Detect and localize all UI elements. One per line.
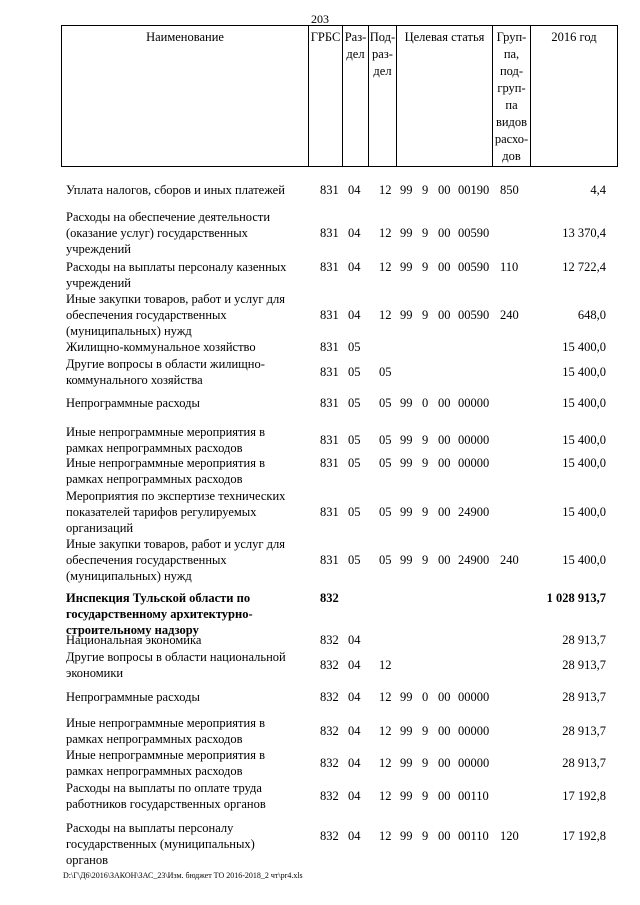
row-t3: 00 — [438, 308, 451, 322]
row-t4: 00000 — [458, 724, 490, 738]
row-name: Расходы на обеспечение деятельности (оказание услуг) государственных учреждений — [66, 210, 271, 256]
row-t3: 00 — [438, 396, 451, 410]
row-t1: 99 — [400, 553, 413, 567]
row-name: Иные непрограммные мероприятия в рамках непрограммных расходов — [66, 425, 265, 455]
row-t4: 00000 — [458, 456, 490, 470]
row-t2: 0 — [422, 690, 429, 704]
row-name: Расходы на выплаты персоналу казенных учреждений — [66, 260, 287, 290]
row-sum: 15 400,0 — [562, 456, 606, 470]
row-sum: 15 400,0 — [562, 553, 606, 567]
row-r: 05 — [348, 433, 361, 447]
row-name: Инспекция Тульской области по государственному архитектурно-строительному надзору — [66, 591, 253, 637]
row-t3: 00 — [438, 724, 451, 738]
header-year: 2016 год — [551, 30, 597, 44]
row-r: 05 — [348, 505, 361, 519]
row-grbs: 831 — [320, 396, 339, 410]
row-grbs: 832 — [320, 690, 339, 704]
row-r: 04 — [348, 183, 361, 197]
row-t2: 9 — [422, 183, 429, 197]
row-t2: 9 — [422, 456, 429, 470]
row-t2: 9 — [422, 433, 429, 447]
row-r: 05 — [348, 365, 361, 379]
row-t2: 9 — [422, 260, 429, 274]
row-t2: 0 — [422, 396, 429, 410]
row-grbs: 831 — [320, 340, 339, 354]
row-r: 05 — [348, 340, 361, 354]
row-grbs: 832 — [320, 756, 339, 770]
row-t1: 99 — [400, 226, 413, 240]
table-header — [61, 25, 618, 167]
row-pr: 12 — [379, 260, 392, 274]
row-t4: 00000 — [458, 756, 490, 770]
row-t3: 00 — [438, 789, 451, 803]
row-t4: 00000 — [458, 396, 490, 410]
row-r: 04 — [348, 658, 361, 672]
row-t2: 9 — [422, 829, 429, 843]
row-t3: 00 — [438, 226, 451, 240]
row-vr: 850 — [500, 183, 519, 197]
row-sum: 17 192,8 — [562, 829, 606, 843]
row-t1: 99 — [400, 724, 413, 738]
row-r: 04 — [348, 829, 361, 843]
row-t4: 00110 — [458, 829, 489, 843]
row-t4: 00000 — [458, 433, 490, 447]
row-r: 04 — [348, 690, 361, 704]
row-grbs: 831 — [320, 456, 339, 470]
header-razdel: Раз- дел — [343, 26, 369, 166]
row-vr: 240 — [500, 308, 519, 322]
row-name: Национальная экономика — [66, 633, 202, 647]
row-sum: 28 913,7 — [562, 633, 606, 647]
row-grbs: 831 — [320, 183, 339, 197]
row-r: 04 — [348, 756, 361, 770]
row-sum: 12 722,4 — [562, 260, 606, 274]
row-name: Иные непрограммные мероприятия в рамках непрограммных расходов — [66, 456, 265, 486]
file-path-footer: D:\Г\Д6\2016\ЗАКОН\ЗАС_23\Изм. бюджет ТО 2016-2018_2 чт\pr4.xls — [63, 871, 303, 880]
row-grbs: 832 — [320, 633, 339, 647]
header-podrazdel: Под- раз- дел — [369, 26, 397, 166]
row-r: 04 — [348, 724, 361, 738]
row-grbs: 831 — [320, 308, 339, 322]
row-pr: 05 — [379, 396, 392, 410]
row-name: Другие вопросы в области национальной экономики — [66, 650, 286, 680]
row-t2: 9 — [422, 226, 429, 240]
row-pr: 05 — [379, 433, 392, 447]
row-name: Иные непрограммные мероприятия в рамках непрограммных расходов — [66, 716, 265, 746]
row-sum: 28 913,7 — [562, 724, 606, 738]
row-t3: 00 — [438, 260, 451, 274]
row-grbs: 831 — [320, 433, 339, 447]
row-vr: 110 — [500, 260, 519, 274]
row-t3: 00 — [438, 183, 451, 197]
page-number: 203 — [311, 12, 329, 26]
header-target: Целевая статья — [397, 26, 493, 166]
row-sum: 15 400,0 — [562, 396, 606, 410]
header-group: Груп- па, под- груп- па видов расхо- дов — [493, 26, 531, 166]
header-name: Наименование — [62, 26, 309, 166]
row-t1: 99 — [400, 396, 413, 410]
row-name: Расходы на выплаты персоналу государственных (муниципальных) органов — [66, 821, 255, 867]
row-t4: 00590 — [458, 308, 490, 322]
row-pr: 12 — [379, 308, 392, 322]
row-pr: 12 — [379, 183, 392, 197]
row-pr: 12 — [379, 789, 392, 803]
row-grbs: 831 — [320, 226, 339, 240]
row-t4: 00110 — [458, 789, 489, 803]
row-r: 04 — [348, 226, 361, 240]
row-pr: 05 — [379, 505, 392, 519]
row-r: 04 — [348, 633, 361, 647]
row-grbs: 832 — [320, 829, 339, 843]
row-sum: 15 400,0 — [562, 433, 606, 447]
row-t1: 99 — [400, 505, 413, 519]
row-t3: 00 — [438, 433, 451, 447]
row-t2: 9 — [422, 789, 429, 803]
row-pr: 05 — [379, 553, 392, 567]
row-t3: 00 — [438, 690, 451, 704]
row-t1: 99 — [400, 183, 413, 197]
row-vr: 120 — [500, 829, 519, 843]
row-t2: 9 — [422, 553, 429, 567]
row-sum: 13 370,4 — [562, 226, 606, 240]
row-name: Расходы на выплаты по оплате труда работников государственных органов — [66, 781, 266, 811]
row-t3: 00 — [438, 553, 451, 567]
row-t4: 24900 — [458, 553, 490, 567]
row-t1: 99 — [400, 456, 413, 470]
row-t3: 00 — [438, 456, 451, 470]
row-pr: 12 — [379, 756, 392, 770]
row-grbs: 831 — [320, 365, 339, 379]
row-r: 05 — [348, 553, 361, 567]
row-r: 04 — [348, 308, 361, 322]
row-pr: 12 — [379, 658, 392, 672]
row-vr: 240 — [500, 553, 519, 567]
row-t1: 99 — [400, 260, 413, 274]
row-name: Мероприятия по экспертизе технических показателей тарифов регулируемых организаций — [66, 489, 286, 535]
row-sum: 4,4 — [590, 183, 606, 197]
row-r: 05 — [348, 396, 361, 410]
row-sum: 28 913,7 — [562, 658, 606, 672]
row-sum: 15 400,0 — [562, 365, 606, 379]
row-sum: 15 400,0 — [562, 505, 606, 519]
row-t2: 9 — [422, 724, 429, 738]
row-name: Другие вопросы в области жилищно-коммунального хозяйства — [66, 357, 265, 387]
row-t3: 00 — [438, 829, 451, 843]
row-grbs: 831 — [320, 553, 339, 567]
row-name: Непрограммные расходы — [66, 396, 200, 410]
row-grbs: 832 — [320, 591, 339, 605]
row-t1: 99 — [400, 829, 413, 843]
row-name: Уплата налогов, сборов и иных платежей — [66, 183, 285, 197]
row-t2: 9 — [422, 505, 429, 519]
row-pr: 12 — [379, 226, 392, 240]
row-t4: 00590 — [458, 260, 490, 274]
row-grbs: 832 — [320, 658, 339, 672]
row-pr: 12 — [379, 690, 392, 704]
row-pr: 05 — [379, 456, 392, 470]
row-name: Иные закупки товаров, работ и услуг для обеспечения государственных (муниципальных) нужд — [66, 537, 286, 583]
row-r: 04 — [348, 260, 361, 274]
header-grbs: ГРБС — [309, 26, 343, 166]
row-name: Непрограммные расходы — [66, 690, 200, 704]
row-pr: 12 — [379, 829, 392, 843]
row-r: 04 — [348, 789, 361, 803]
row-t1: 99 — [400, 690, 413, 704]
row-name: Жилищно-коммунальное хозяйство — [66, 340, 256, 354]
row-sum: 648,0 — [577, 308, 606, 322]
row-t2: 9 — [422, 756, 429, 770]
row-t1: 99 — [400, 756, 413, 770]
row-t1: 99 — [400, 789, 413, 803]
row-t2: 9 — [422, 308, 429, 322]
row-grbs: 831 — [320, 260, 339, 274]
row-t4: 00590 — [458, 226, 490, 240]
row-sum: 1 028 913,7 — [546, 591, 606, 605]
row-name: Иные закупки товаров, работ и услуг для обеспечения государственных (муниципальных) нужд — [66, 292, 286, 338]
row-t1: 99 — [400, 308, 413, 322]
row-pr: 05 — [379, 365, 392, 379]
row-r: 05 — [348, 456, 361, 470]
row-grbs: 831 — [320, 505, 339, 519]
row-t1: 99 — [400, 433, 413, 447]
row-sum: 28 913,7 — [562, 690, 606, 704]
row-sum: 17 192,8 — [562, 789, 606, 803]
row-t3: 00 — [438, 505, 451, 519]
row-grbs: 832 — [320, 789, 339, 803]
row-t3: 00 — [438, 756, 451, 770]
row-sum: 15 400,0 — [562, 340, 606, 354]
row-pr: 12 — [379, 724, 392, 738]
row-sum: 28 913,7 — [562, 756, 606, 770]
row-name: Иные непрограммные мероприятия в рамках непрограммных расходов — [66, 748, 265, 778]
row-t4: 00190 — [458, 183, 490, 197]
row-grbs: 832 — [320, 724, 339, 738]
row-t4: 00000 — [458, 690, 490, 704]
row-t4: 24900 — [458, 505, 490, 519]
